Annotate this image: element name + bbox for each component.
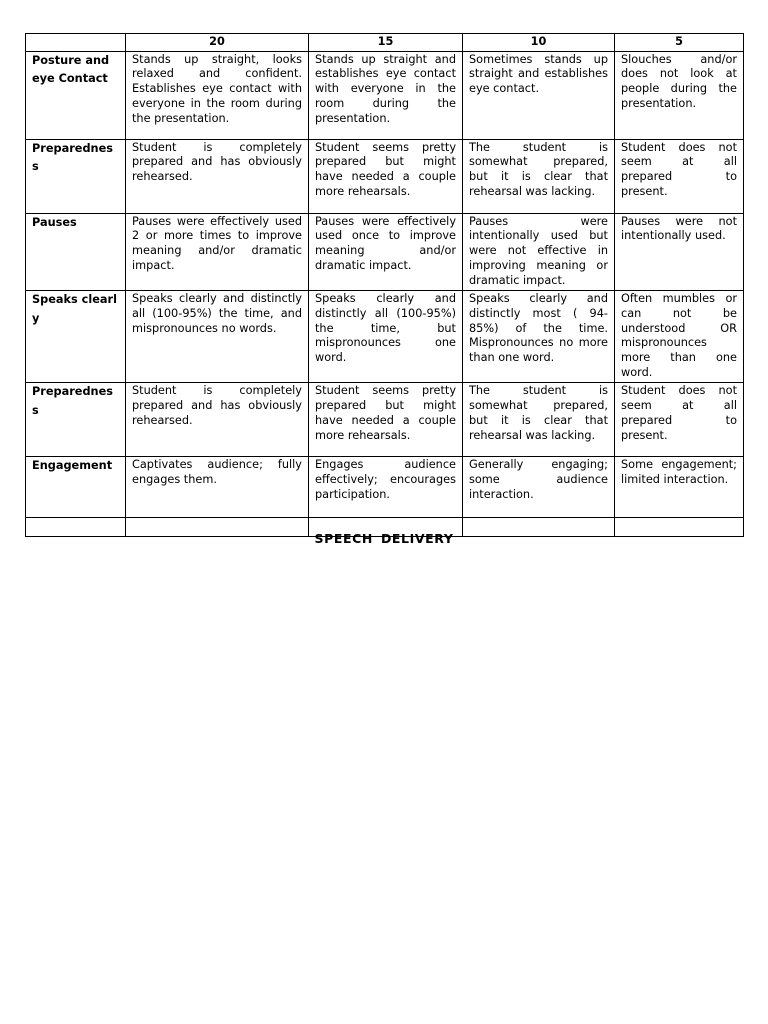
table-cell: Captivates audience; fully engages them. bbox=[126, 457, 309, 518]
table-row bbox=[26, 139, 744, 213]
table-cell: Speaks clearly and distinctly all (100-95%) the time, and mispronounces no words. bbox=[126, 291, 309, 383]
table-cell: Student is completely prepared and has obviously rehearsed. bbox=[126, 139, 309, 213]
table-cell: Often mumbles or can not be understood OR mispronounces more than one word. bbox=[615, 291, 744, 383]
table-cell: Pauses were effectively used once to improve meaning and/or dramatic impact. bbox=[309, 213, 463, 291]
rubric-table bbox=[25, 33, 744, 537]
criterion-label: Engagement bbox=[26, 457, 126, 518]
table-cell: Sometimes stands up straight and establishes eye contact. bbox=[463, 51, 615, 139]
table-row bbox=[26, 213, 744, 291]
table-cell: Student seems pretty prepared but might have needed a couple more rehearsals. bbox=[309, 383, 463, 457]
table-cell: The student is somewhat prepared, but it is clear that rehearsal was lacking. bbox=[463, 383, 615, 457]
table-row bbox=[26, 383, 744, 457]
table-cell: Slouches and/or does not look at people during the presentation. bbox=[615, 51, 744, 139]
table-cell: Pauses were not intentionally used. bbox=[615, 213, 744, 291]
table-cell: Stands up straight, looks relaxed and confident. Establishes eye contact with everyone in the room during the presentation. bbox=[126, 51, 309, 139]
table-row bbox=[26, 457, 744, 518]
table-cell: Some engagement; limited interaction. bbox=[615, 457, 744, 518]
criterion-label: Preparedness bbox=[26, 383, 126, 457]
table-cell: Pauses were effectively used 2 or more times to improve meaning and/or dramatic impact. bbox=[126, 213, 309, 291]
table-cell: Speaks clearly and distinctly most ( 94-85%) of the time. Mispronounces no more than one word. bbox=[463, 291, 615, 383]
table-cell: Speaks clearly and distinctly all (100-95%) the time, but mispronounces one word. bbox=[309, 291, 463, 383]
table-cell: Student does not seem at all prepared to present. bbox=[615, 139, 744, 213]
table-cell: Stands up straight and establishes eye contact with everyone in the room during the presentation. bbox=[309, 51, 463, 139]
table-cell: Pauses were intentionally used but were not effective in improving meaning or dramatic impact. bbox=[463, 213, 615, 291]
table-row bbox=[26, 51, 744, 139]
criterion-label: Posture and eye Contact bbox=[26, 51, 126, 139]
document-caption: SPEECH DELIVERY bbox=[314, 531, 454, 546]
header-criterion bbox=[26, 34, 126, 52]
header-row bbox=[26, 34, 744, 52]
header-score-10: 10 bbox=[463, 34, 615, 52]
table-cell: Generally engaging; some audience interaction. bbox=[463, 457, 615, 518]
criterion-label: Preparedness bbox=[26, 139, 126, 213]
header-score-20: 20 bbox=[126, 34, 309, 52]
table-cell: Student is completely prepared and has obviously rehearsed. bbox=[126, 383, 309, 457]
table-row bbox=[26, 291, 744, 383]
header-score-15: 15 bbox=[309, 34, 463, 52]
table-cell: Student seems pretty prepared but might have needed a couple more rehearsals. bbox=[309, 139, 463, 213]
table-cell: Student does not seem at all prepared to present. bbox=[615, 383, 744, 457]
table-cell: Engages audience effectively; encourages participation. bbox=[309, 457, 463, 518]
criterion-label: Pauses bbox=[26, 213, 126, 291]
criterion-label: Speaks clearly bbox=[26, 291, 126, 383]
table-cell: The student is somewhat prepared, but it is clear that rehearsal was lacking. bbox=[463, 139, 615, 213]
header-score-5: 5 bbox=[615, 34, 744, 52]
